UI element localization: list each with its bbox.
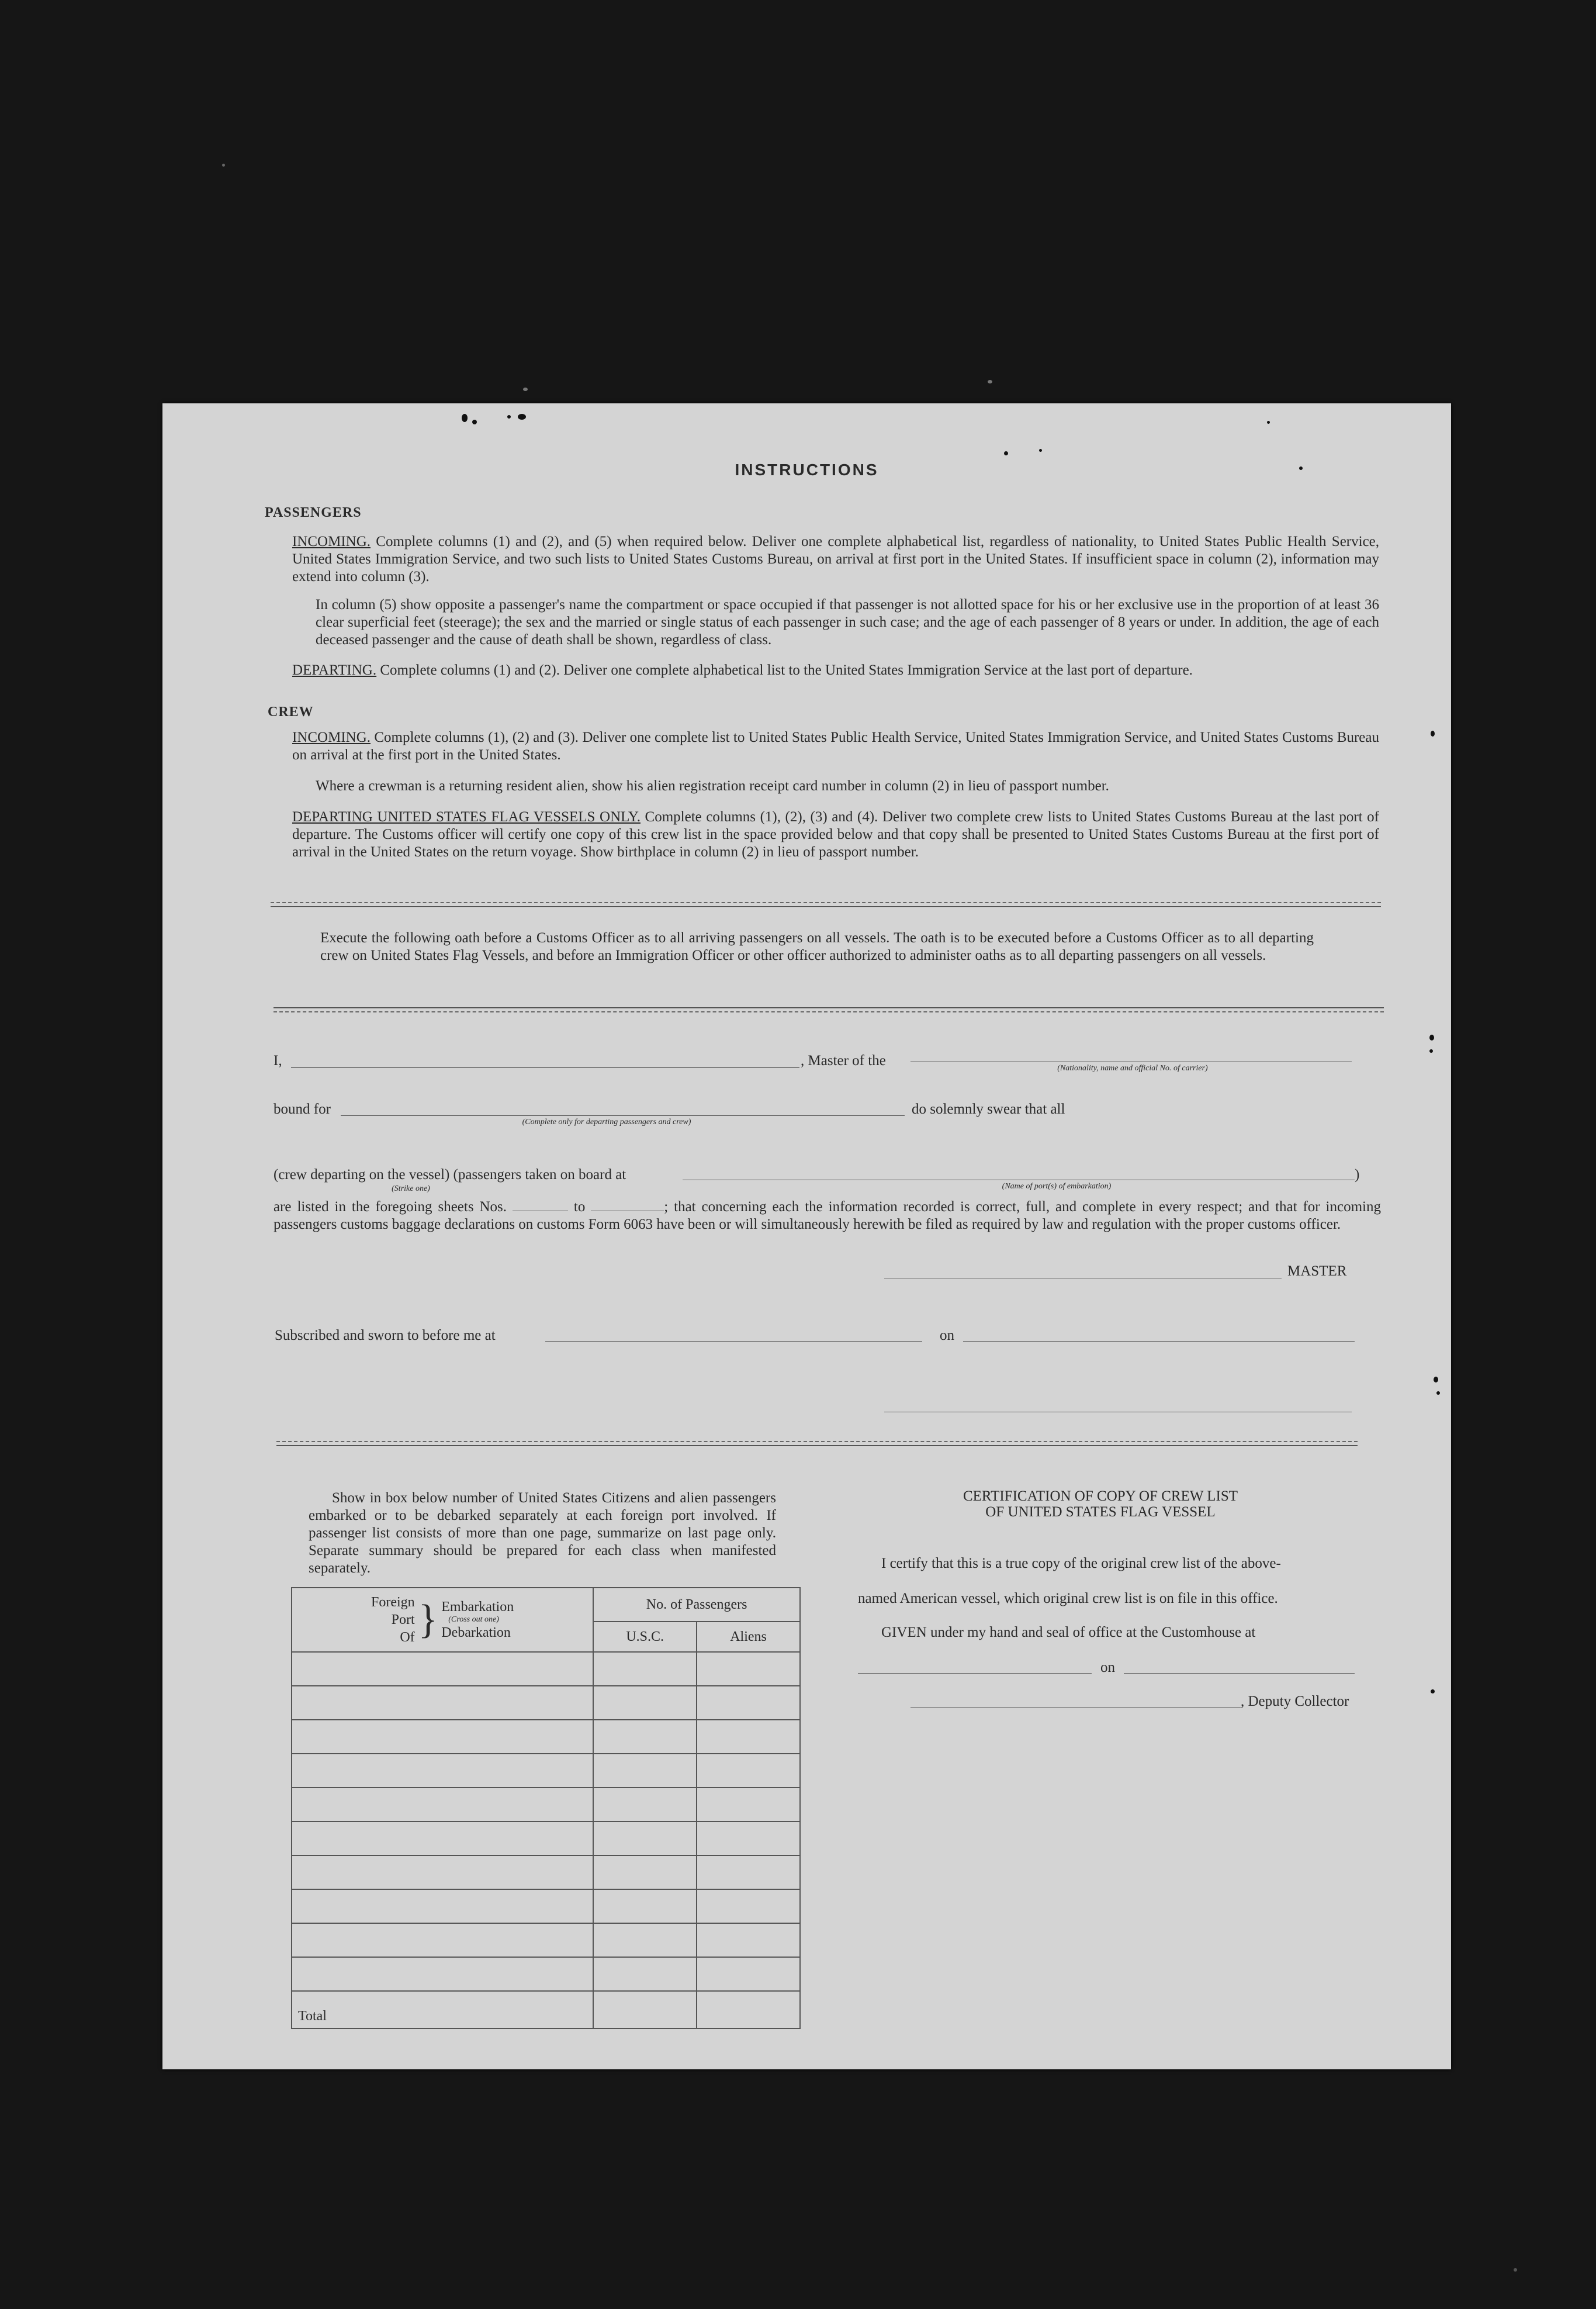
usc-cell[interactable] <box>593 1821 697 1855</box>
brace-icon: } <box>418 1597 438 1642</box>
deputy-collector-label: , Deputy Collector <box>1241 1693 1349 1709</box>
crew-departing-paragraph <box>292 808 1379 861</box>
subscribed-on: on <box>940 1328 954 1343</box>
port-cell[interactable] <box>292 1889 593 1923</box>
usc-total-cell[interactable] <box>593 1991 697 2028</box>
scan-mark <box>1431 731 1435 737</box>
table-row <box>292 1720 800 1754</box>
aliens-total-cell[interactable] <box>697 1991 800 2028</box>
debarkation-label: Debarkation <box>441 1625 511 1640</box>
passengers-incoming-label: INCOMING. <box>292 534 371 549</box>
scan-mark <box>1429 1035 1434 1041</box>
crew-incoming-paragraph <box>292 729 1379 764</box>
oath-close-paren: ) <box>1355 1167 1360 1183</box>
customhouse-place-field[interactable] <box>858 1673 1092 1674</box>
table-header-passengers: No. of Passengers <box>593 1588 800 1622</box>
port-cell[interactable] <box>292 1923 593 1957</box>
scan-mark <box>472 420 477 424</box>
port-cell[interactable] <box>292 1855 593 1889</box>
aliens-cell[interactable] <box>697 1788 800 1821</box>
usc-cell[interactable] <box>593 1788 697 1821</box>
foreign-label: Foreign <box>371 1595 415 1610</box>
passengers-incoming-text: Complete columns (1) and (2), and (5) when required below. Deliver one complete alphabetical list, regardless of nationality, to United States Public Health Service, United States Immigration Service, and two such lists to United States Customs Bureau, on arrival at first port in the United States. If insufficient space in column (2), information may extend into column (3). <box>292 534 1380 585</box>
oath-intro-paragraph: Execute the following oath before a Customs Officer as to all arriving passengers on all vessels. The oath is to be executed before a Customs Officer as to all departing crew on United States Flag Vessels, and before an Immigration Officer or other officer authorized to administer oaths as to all departing passengers on all vessels. <box>320 930 1314 963</box>
port-cell[interactable] <box>292 1957 593 1991</box>
oath-swear: do solemnly swear that all <box>912 1101 1065 1117</box>
destination-field[interactable] <box>341 1115 905 1116</box>
usc-cell[interactable] <box>593 1923 697 1957</box>
aliens-cell[interactable] <box>697 1889 800 1923</box>
passengers-column5-paragraph: In column (5) show opposite a passenger's name the compartment or space occupied if that passenger is not allotted space for his or her exclusive use in the proportion of at least 36 clear superficial feet (steerage); the sex and the married or single status of each passenger in such case; and the age of each passenger of 8 years or under. In addition, the age of each deceased passenger and the cause of death shall be shown, regardless of class. <box>316 597 1379 648</box>
cross-out-caption: (Cross out one) <box>448 1615 499 1624</box>
port-cell[interactable] <box>292 1754 593 1788</box>
table-row <box>292 1821 800 1855</box>
port-cell[interactable] <box>292 1686 593 1720</box>
usc-cell[interactable] <box>593 1855 697 1889</box>
oath-listed-prefix: are listed in the foregoing sheets Nos. <box>273 1199 507 1215</box>
usc-cell[interactable] <box>593 1686 697 1720</box>
of-label: Of <box>400 1630 415 1645</box>
table-total-row <box>292 1991 800 2028</box>
usc-cell[interactable] <box>593 1720 697 1754</box>
crew-departing-label: DEPARTING UNITED STATES FLAG VESSELS ONLY. <box>292 809 641 825</box>
aliens-cell[interactable] <box>697 1754 800 1788</box>
strike-one-caption: (Strike one) <box>392 1184 430 1193</box>
crew-incoming-text: Complete columns (1), (2) and (3). Deliver one complete list to United States Public Health Service, United States Immigration Service, and United States Customs Bureau on arrival at the first port in the United States. <box>292 730 1379 763</box>
crew-section-label: CREW <box>268 704 314 720</box>
table-row <box>292 1923 800 1957</box>
section-divider <box>273 1011 1384 1012</box>
usc-cell[interactable] <box>593 1889 697 1923</box>
section-divider <box>271 902 1381 903</box>
port-cell[interactable] <box>292 1821 593 1855</box>
nationality-caption: (Nationality, name and official No. of carrier) <box>1057 1064 1208 1073</box>
passenger-summary-table <box>291 1587 801 2029</box>
scan-mark <box>1434 1377 1438 1382</box>
scan-mark <box>1431 1689 1435 1693</box>
embarkation-label: Embarkation <box>441 1599 514 1615</box>
table-header-usc: U.S.C. <box>593 1622 697 1652</box>
certification-date-field[interactable] <box>1124 1673 1355 1674</box>
oath-crew-departing: (crew departing on the vessel) (passengers taken on board at <box>273 1167 626 1183</box>
scan-mark <box>1299 466 1303 470</box>
oath-listed-rest: ; that concerning each the information recorded is correct, full, and complete in every respect; and that for incoming passengers customs baggage declarations on customs Form 6063 have been or will simultaneously herewith be filed as required by law and regulation with the proper customs officer. <box>273 1199 1381 1232</box>
oath-to: to <box>573 1199 586 1215</box>
certification-line1: I certify that this is a true copy of the original crew list of the above- <box>881 1556 1281 1571</box>
scan-mark <box>1267 421 1270 424</box>
aliens-cell[interactable] <box>697 1957 800 1991</box>
aliens-cell[interactable] <box>697 1686 800 1720</box>
scan-mark <box>1436 1391 1440 1395</box>
form-sheet <box>162 403 1451 2069</box>
bound-caption: (Complete only for departing passengers and crew) <box>522 1118 691 1126</box>
master-label: MASTER <box>1287 1263 1347 1279</box>
usc-cell[interactable] <box>593 1652 697 1686</box>
port-cell[interactable] <box>292 1720 593 1754</box>
certification-on: on <box>1100 1660 1115 1675</box>
scan-mark <box>462 414 468 422</box>
port-caption: (Name of port(s) of embarkation) <box>1002 1182 1112 1191</box>
passengers-departing-label: DEPARTING. <box>292 662 377 678</box>
passengers-departing-text: Complete columns (1) and (2). Deliver one complete alphabetical list to the United States Immigration Service at the last port of departure. <box>380 662 1193 678</box>
passengers-section-label: PASSENGERS <box>265 505 362 520</box>
table-row <box>292 1855 800 1889</box>
port-label: Port <box>391 1612 415 1627</box>
certification-line2: named American vessel, which original crew list is on file in this office. <box>858 1591 1278 1606</box>
table-header-port <box>292 1588 593 1652</box>
section-divider <box>273 1007 1384 1008</box>
table-row <box>292 1788 800 1821</box>
subscribed-place-field[interactable] <box>545 1341 922 1342</box>
scan-mark <box>222 164 225 167</box>
certification-title-line2: OF UNITED STATES FLAG VESSEL <box>985 1504 1216 1520</box>
scan-mark <box>1514 2268 1517 2272</box>
oath-master-of: , Master of the <box>801 1053 886 1069</box>
subscribed-date-field[interactable] <box>963 1341 1355 1342</box>
aliens-cell[interactable] <box>697 1652 800 1686</box>
usc-cell[interactable] <box>593 1957 697 1991</box>
scan-mark <box>507 415 511 419</box>
table-row <box>292 1652 800 1686</box>
port-cell[interactable] <box>292 1788 593 1821</box>
usc-cell[interactable] <box>593 1754 697 1788</box>
section-divider <box>276 1445 1358 1446</box>
scan-mark <box>518 414 526 420</box>
passengers-incoming-paragraph <box>292 533 1379 586</box>
crew-incoming-label: INCOMING. <box>292 730 371 745</box>
total-label: Total <box>292 1991 593 2028</box>
aliens-cell[interactable] <box>697 1923 800 1957</box>
scan-mark <box>1004 451 1008 455</box>
table-row <box>292 1957 800 1991</box>
table-header-aliens: Aliens <box>697 1622 800 1652</box>
oath-listed-paragraph <box>273 1198 1381 1233</box>
table-row <box>292 1686 800 1720</box>
port-cell[interactable] <box>292 1652 593 1686</box>
table-row <box>292 1754 800 1788</box>
aliens-cell[interactable] <box>697 1720 800 1754</box>
crew-departing-text: Complete columns (1), (2), (3) and (4). Deliver two complete crew lists to United States Customs Bureau at the last port of departure. The Customs officer will certify one copy of this crew list in the space provided below and that copy shall be presented to United States Customs Bureau at the first port of arrival in the United States on the return voyage. Show birthplace in column (2) in lieu of passport number. <box>292 809 1379 860</box>
scan-mark <box>1039 449 1042 452</box>
section-divider <box>271 906 1381 907</box>
certification-title-line1: CERTIFICATION OF COPY OF CREW LIST <box>963 1488 1238 1504</box>
aliens-cell[interactable] <box>697 1855 800 1889</box>
passengers-departing-paragraph <box>292 662 1379 679</box>
page-title: INSTRUCTIONS <box>735 461 879 479</box>
oath-i-label: I, <box>273 1053 282 1069</box>
aliens-cell[interactable] <box>697 1821 800 1855</box>
certification-line3: GIVEN under my hand and seal of office at the Customhouse at <box>881 1624 1256 1640</box>
summary-instructions: Show in box below number of United States Citizens and alien passengers embarked or to be debarked separately at each foreign port involved. If passenger list consists of more than one page, summarize on last page only. Separate summary should be prepared for each class when manifested separately. <box>309 1490 776 1576</box>
section-divider <box>276 1441 1358 1442</box>
subscribed-label: Subscribed and sworn to before me at <box>275 1328 496 1343</box>
scan-mark <box>1429 1049 1433 1053</box>
oath-bound-for: bound for <box>273 1101 331 1117</box>
master-name-field[interactable] <box>291 1067 799 1068</box>
scan-mark <box>988 380 992 383</box>
crew-resident-paragraph: Where a crewman is a returning resident alien, show his alien registration receipt card number in column (2) in lieu of passport number. <box>316 778 1109 794</box>
table-row <box>292 1889 800 1923</box>
scan-mark <box>523 388 528 391</box>
